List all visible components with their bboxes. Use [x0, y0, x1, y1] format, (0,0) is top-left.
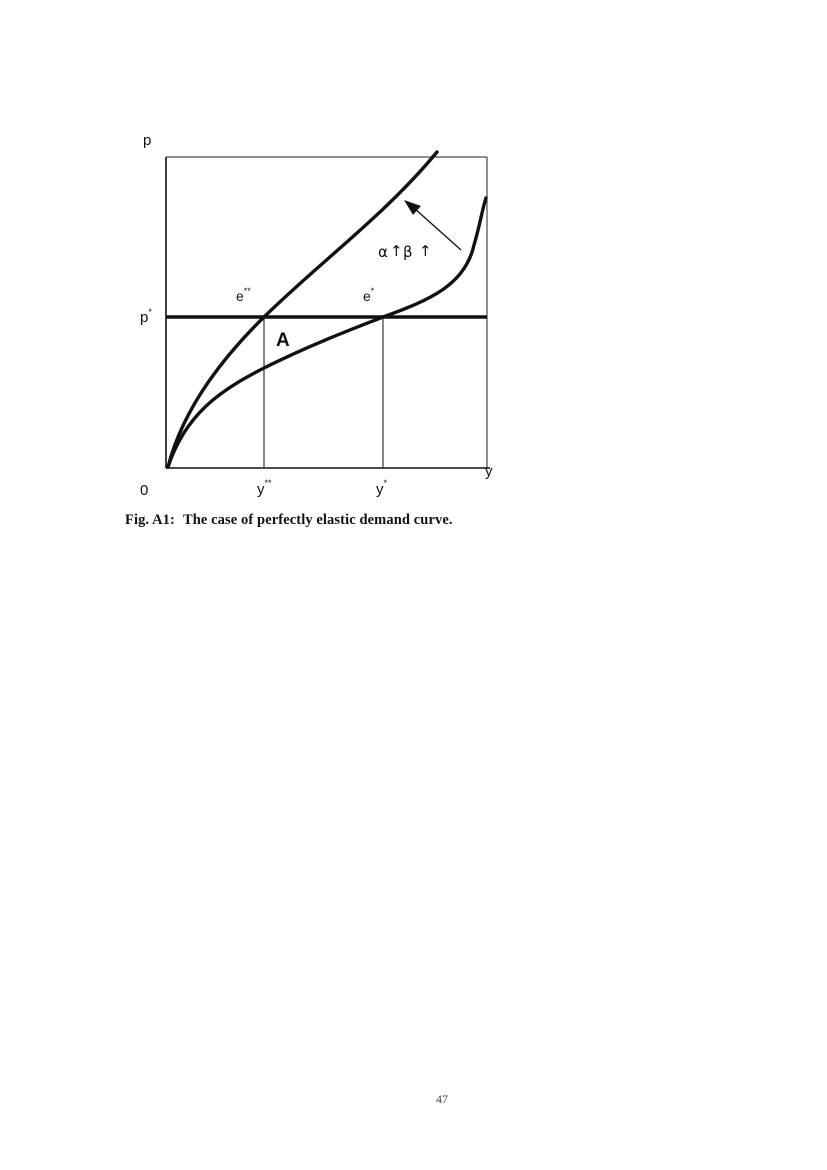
quantity-old-sup: * — [383, 478, 388, 488]
x-axis-label: y — [485, 463, 493, 480]
price-level-label — [140, 307, 152, 326]
quantity-new-label — [257, 478, 272, 498]
equilibrium-old-sup: * — [370, 286, 375, 296]
equilibrium-new-sup: ** — [243, 286, 251, 296]
figure-a1 — [0, 0, 827, 560]
quantity-new-sup: ** — [264, 478, 272, 488]
price-level-base: p — [140, 309, 149, 326]
y-axis-label: p — [143, 132, 152, 149]
page-number: 47 — [436, 1092, 448, 1106]
region-a-label: A — [276, 330, 290, 351]
quantity-old-label — [376, 478, 388, 498]
plot-frame — [166, 157, 487, 468]
alpha-label: α — [378, 243, 388, 261]
equilibrium-new-base: e — [236, 288, 244, 304]
origin-label: 0 — [140, 482, 149, 499]
beta-up-arrow-icon: ↑ — [419, 242, 432, 260]
supply-curve-original — [168, 198, 486, 467]
caption-label: Fig. A1: — [125, 512, 175, 528]
equilibrium-old-label — [363, 286, 375, 304]
price-level-sup: * — [148, 307, 152, 317]
figure-caption — [125, 512, 453, 529]
quantity-old-base: y — [376, 481, 384, 498]
equilibrium-new-label — [236, 286, 251, 304]
supply-curve-shifted — [168, 152, 437, 467]
beta-label: β — [403, 243, 413, 261]
caption-text: The case of perfectly elastic demand curve. — [182, 512, 453, 528]
quantity-new-base: y — [257, 481, 265, 498]
alpha-up-arrow-icon: ↑ — [390, 242, 403, 260]
equilibrium-old-base: e — [363, 288, 371, 304]
